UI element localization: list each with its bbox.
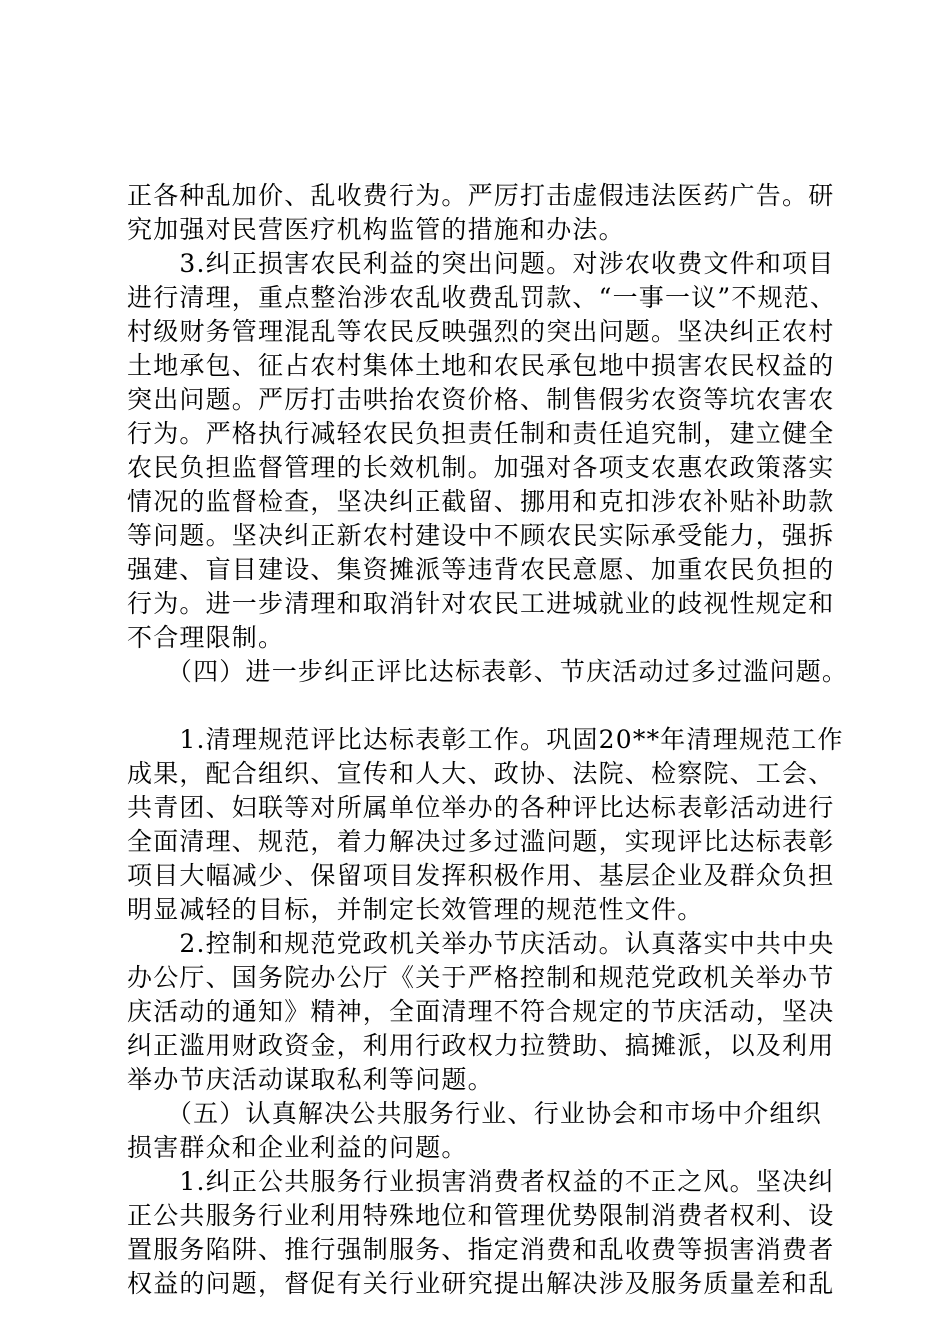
text-line: 共青团、妇联等对所属单位举办的各种评比达标表彰活动进行	[127, 793, 835, 822]
text-line: 土地承包、征占农村集体土地和农民承包地中损害农民权益的	[127, 351, 835, 380]
text-line: 等问题。坚决纠正新农村建设中不顾农民实际承受能力，强拆	[127, 521, 835, 550]
text-line: 突出问题。严厉打击哄抬农资价格、制售假劣农资等坑农害农	[127, 385, 835, 414]
text-line: 项目大幅减少、保留项目发挥积极作用、基层企业及群众负担	[127, 861, 835, 890]
text-line: 正各种乱加价、乱收费行为。严厉打击虚假违法医药广告。研	[127, 181, 835, 210]
text-line: 农民负担监督管理的长效机制。加强对各项支农惠农政策落实	[127, 453, 835, 482]
text-line: 不合理限制。	[127, 623, 285, 652]
text-line: 村级财务管理混乱等农民反映强烈的突出问题。坚决纠正农村	[127, 317, 835, 346]
text-line: 进行清理，重点整治涉农乱收费乱罚款、“一事一议”不规范、	[127, 283, 837, 312]
text-line: 置服务陷阱、推行强制服务、指定消费和乱收费等损害消费者	[127, 1235, 835, 1264]
text-line: 损害群众和企业利益的问题。	[127, 1133, 468, 1162]
text-line: 举办节庆活动谋取私利等问题。	[127, 1065, 494, 1094]
text-line: 3.纠正损害农民利益的突出问题。对涉农收费文件和项目	[127, 249, 835, 278]
text-line: 成果，配合组织、宣传和人大、政协、法院、检察院、工会、	[127, 759, 835, 788]
text-line: 行为。进一步清理和取消针对农民工进城就业的歧视性规定和	[127, 589, 835, 618]
text-line: 情况的监督检查，坚决纠正截留、挪用和克扣涉农补贴补助款	[127, 487, 835, 516]
text-line: 强建、盲目建设、集资摊派等违背农民意愿、加重农民负担的	[127, 555, 835, 584]
text-line: 全面清理、规范，着力解决过多过滥问题，实现评比达标表彰	[127, 827, 835, 856]
text-line: 行为。严格执行减轻农民负担责任制和责任追究制，建立健全	[127, 419, 835, 448]
section-heading: （四）进一步纠正评比达标表彰、节庆活动过多过滥问题。	[127, 657, 849, 686]
text-line: 正公共服务行业利用特殊地位和管理优势限制消费者权利、设	[127, 1201, 835, 1230]
section-heading: （五）认真解决公共服务行业、行业协会和市场中介组织	[127, 1099, 822, 1128]
text-line: 办公厅、国务院办公厅《关于严格控制和规范党政机关举办节	[127, 963, 835, 992]
text-line: 纠正滥用财政资金，利用行政权力拉赞助、搞摊派，以及利用	[127, 1031, 835, 1060]
text-line: 1.纠正公共服务行业损害消费者权益的不正之风。坚决纠	[127, 1167, 835, 1196]
text-line: 1.清理规范评比达标表彰工作。巩固20**年清理规范工作	[127, 725, 844, 754]
text-line: 庆活动的通知》精神，全面清理不符合规定的节庆活动，坚决	[127, 997, 835, 1026]
text-line: 明显减轻的目标，并制定长效管理的规范性文件。	[127, 895, 704, 924]
text-line: 究加强对民营医疗机构监管的措施和办法。	[127, 215, 625, 244]
text-line: 2.控制和规范党政机关举办节庆活动。认真落实中共中央	[127, 929, 835, 958]
text-line: 权益的问题，督促有关行业研究提出解决涉及服务质量差和乱	[127, 1269, 835, 1298]
